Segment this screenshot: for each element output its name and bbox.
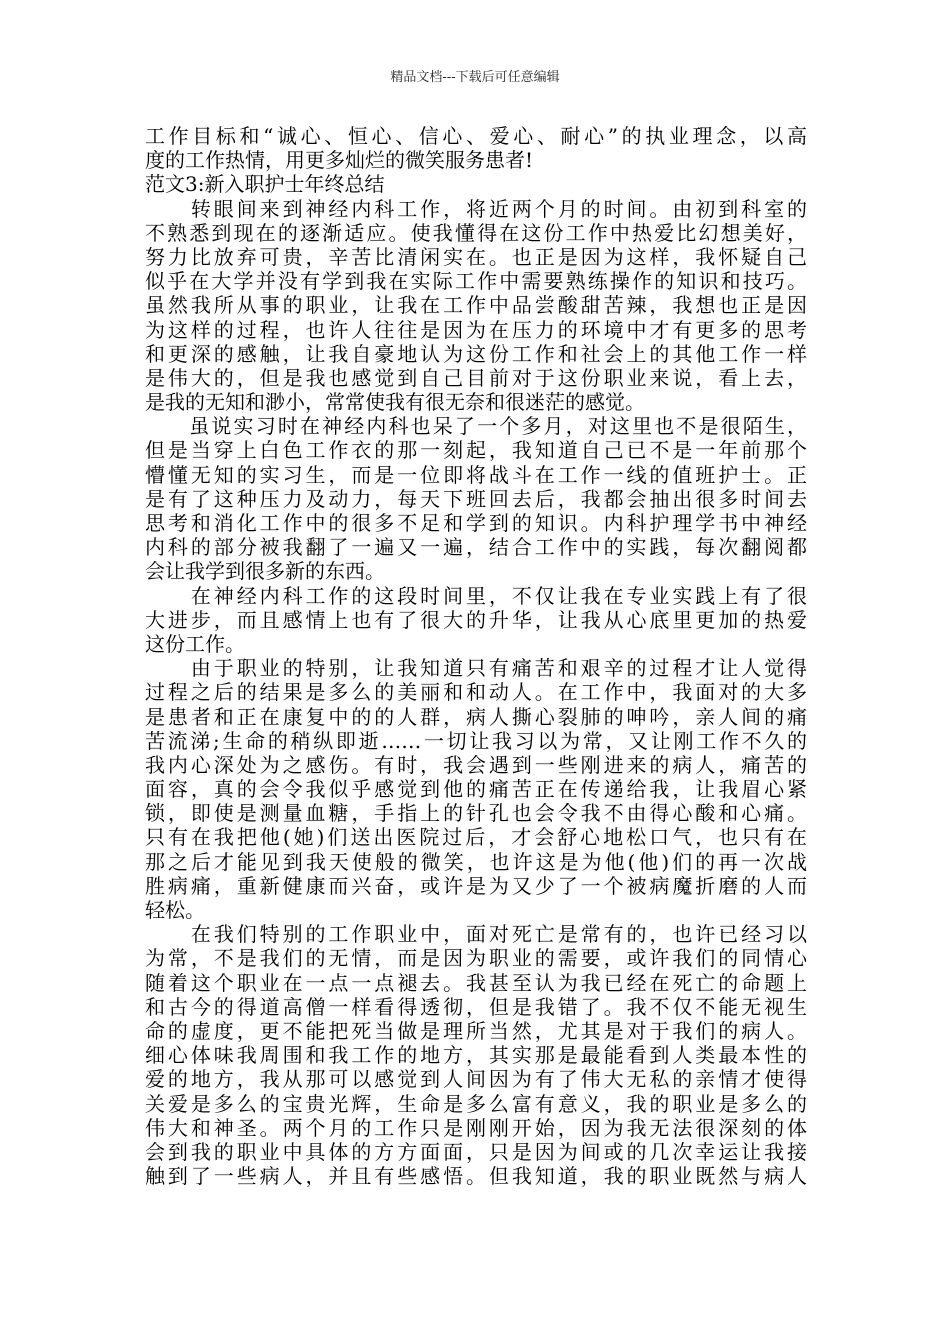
text-line: 我内心深处为之感伤。有时，我会遇到一些刚进来的病人，痛苦的	[145, 752, 807, 777]
text-line: 触到了一些病人，并且有些感悟。但我知道，我的职业既然与病人	[145, 1164, 807, 1189]
text-line: 轻松。	[145, 898, 205, 922]
text-line: 转眼间来到神经内科工作，将近两个月的时间。由初到科室的	[145, 196, 807, 221]
text-line: 工作目标和“诚心、恒心、信心、爱心、耐心”的执业理念，以高	[145, 124, 807, 148]
text-line: 在我们特别的工作职业中，面对死亡是常有的，也许已经习以	[145, 922, 807, 947]
text-line: 只有在我把他(她)们送出医院过后，才会舒心地松口气，也只有在	[145, 825, 807, 850]
text-line: 和古今的得道高僧一样看得透彻，但是我错了。我不仅不能无视生	[145, 994, 807, 1019]
text-line: 过程之后的结果是多么的美丽和和动人。在工作中，我面对的大多	[145, 680, 807, 705]
text-line: 由于职业的特别，让我知道只有痛苦和艰辛的过程才让人觉得	[145, 656, 807, 681]
text-line: 但是当穿上白色工作衣的那一刻起，我知道自己已不是一年前那个	[145, 438, 807, 463]
text-line: 会让我学到很多新的东西。	[145, 559, 385, 584]
text-line: 努力比放弃可贵，辛苦比清闲实在。也正是因为这样，我怀疑自己	[145, 244, 807, 269]
text-line: 胜病痛，重新健康而兴奋，或许是为又少了一个被病魔折磨的人而	[145, 873, 807, 898]
text-line: 懵懂无知的实习生，而是一位即将战斗在工作一线的值班护士。正	[145, 462, 807, 487]
text-line: 面容，真的会令我似乎感觉到他的痛苦正在传递给我，让我眉心紧	[145, 777, 807, 802]
text-line: 内科的部分被我翻了一遍又一遍，结合工作中的实践，每次翻阅都	[145, 535, 807, 560]
text-line: 那之后才能见到我天使般的微笑，也许这是为他(他)们的再一次战	[145, 849, 807, 874]
text-line: 细心体味我周围和我工作的地方，其实那是最能看到人类最本性的	[145, 1043, 807, 1068]
text-line: 苦流涕;生命的稍纵即逝……一切让我习以为常，又让刚工作不久的	[145, 728, 807, 753]
text-line: 是有了这种压力及动力，每天下班回去后，我都会抽出很多时间去	[145, 486, 807, 511]
text-line: 大进步，而且感情上也有了很大的升华，让我从心底里更加的热爱	[145, 607, 807, 632]
text-line: 思考和消化工作中的很多不足和学到的知识。内科护理学书中神经	[145, 511, 807, 535]
text-line: 锁，即使是测量血糖，手指上的针孔也会令我不由得心酸和心痛。	[145, 801, 807, 826]
text-line: 这份工作。	[145, 631, 245, 656]
text-line: 伟大和神圣。两个月的工作只是刚刚开始，因为我无法很深刻的体	[145, 1115, 807, 1140]
text-line: 随着这个职业在一点一点褪去。我甚至认为我已经在死亡的命题上	[145, 970, 807, 995]
text-line: 关爱是多么的宝贵光辉，生命是多么富有意义，我的职业是多么的	[145, 1091, 807, 1116]
text-line: 和更深的感触，让我自豪地认为这份工作和社会上的其他工作一样	[145, 341, 807, 366]
page-header: 精品文档---下载后可任意编辑	[390, 70, 560, 85]
text-line: 会到我的职业中具体的方方面面，只是因为间或的几次幸运让我接	[145, 1139, 807, 1164]
text-line: 虽说实习时在神经内科也呆了一个多月，对这里也不是很陌生，	[145, 414, 807, 439]
text-line: 度的工作热情，用更多灿烂的微笑服务患者!	[145, 148, 534, 173]
text-line: 不熟悉到现在的逐渐适应。使我懂得在这份工作中热爱比幻想美好，	[145, 220, 807, 245]
text-line: 是患者和正在康复中的的人群，病人撕心裂肺的呻吟，亲人间的痛	[145, 704, 807, 729]
text-line: 爱的地方，我从那可以感觉到人间因为有了伟大无私的亲情才使得	[145, 1067, 807, 1092]
text-line: 为常，不是我们的无情，而是因为职业的需要，或许我们的同情心	[145, 946, 807, 971]
text-line: 似乎在大学并没有学到我在实际工作中需要熟练操作的知识和技巧。	[145, 269, 807, 294]
text-line: 为这样的过程，也许人往往是因为在压力的环境中才有更多的思考	[145, 317, 807, 342]
document-body	[145, 124, 807, 1188]
text-line: 命的虚度，更不能把死当做是理所当然，尤其是对于我们的病人。	[145, 1018, 807, 1043]
text-line: 虽然我所从事的职业，让我在工作中品尝酸甜苦辣，我想也正是因	[145, 293, 807, 318]
text-line: 是伟大的，但是我也感觉到自己目前对于这份职业来说，看上去，	[145, 365, 807, 390]
text-line: 在神经内科工作的这段时间里，不仅让我在专业实践上有了很	[145, 583, 807, 608]
text-line: 是我的无知和渺小，常常使我有很无奈和很迷茫的感觉。	[145, 390, 645, 415]
text-line: 范文3:新入职护士年终总结	[145, 172, 385, 197]
